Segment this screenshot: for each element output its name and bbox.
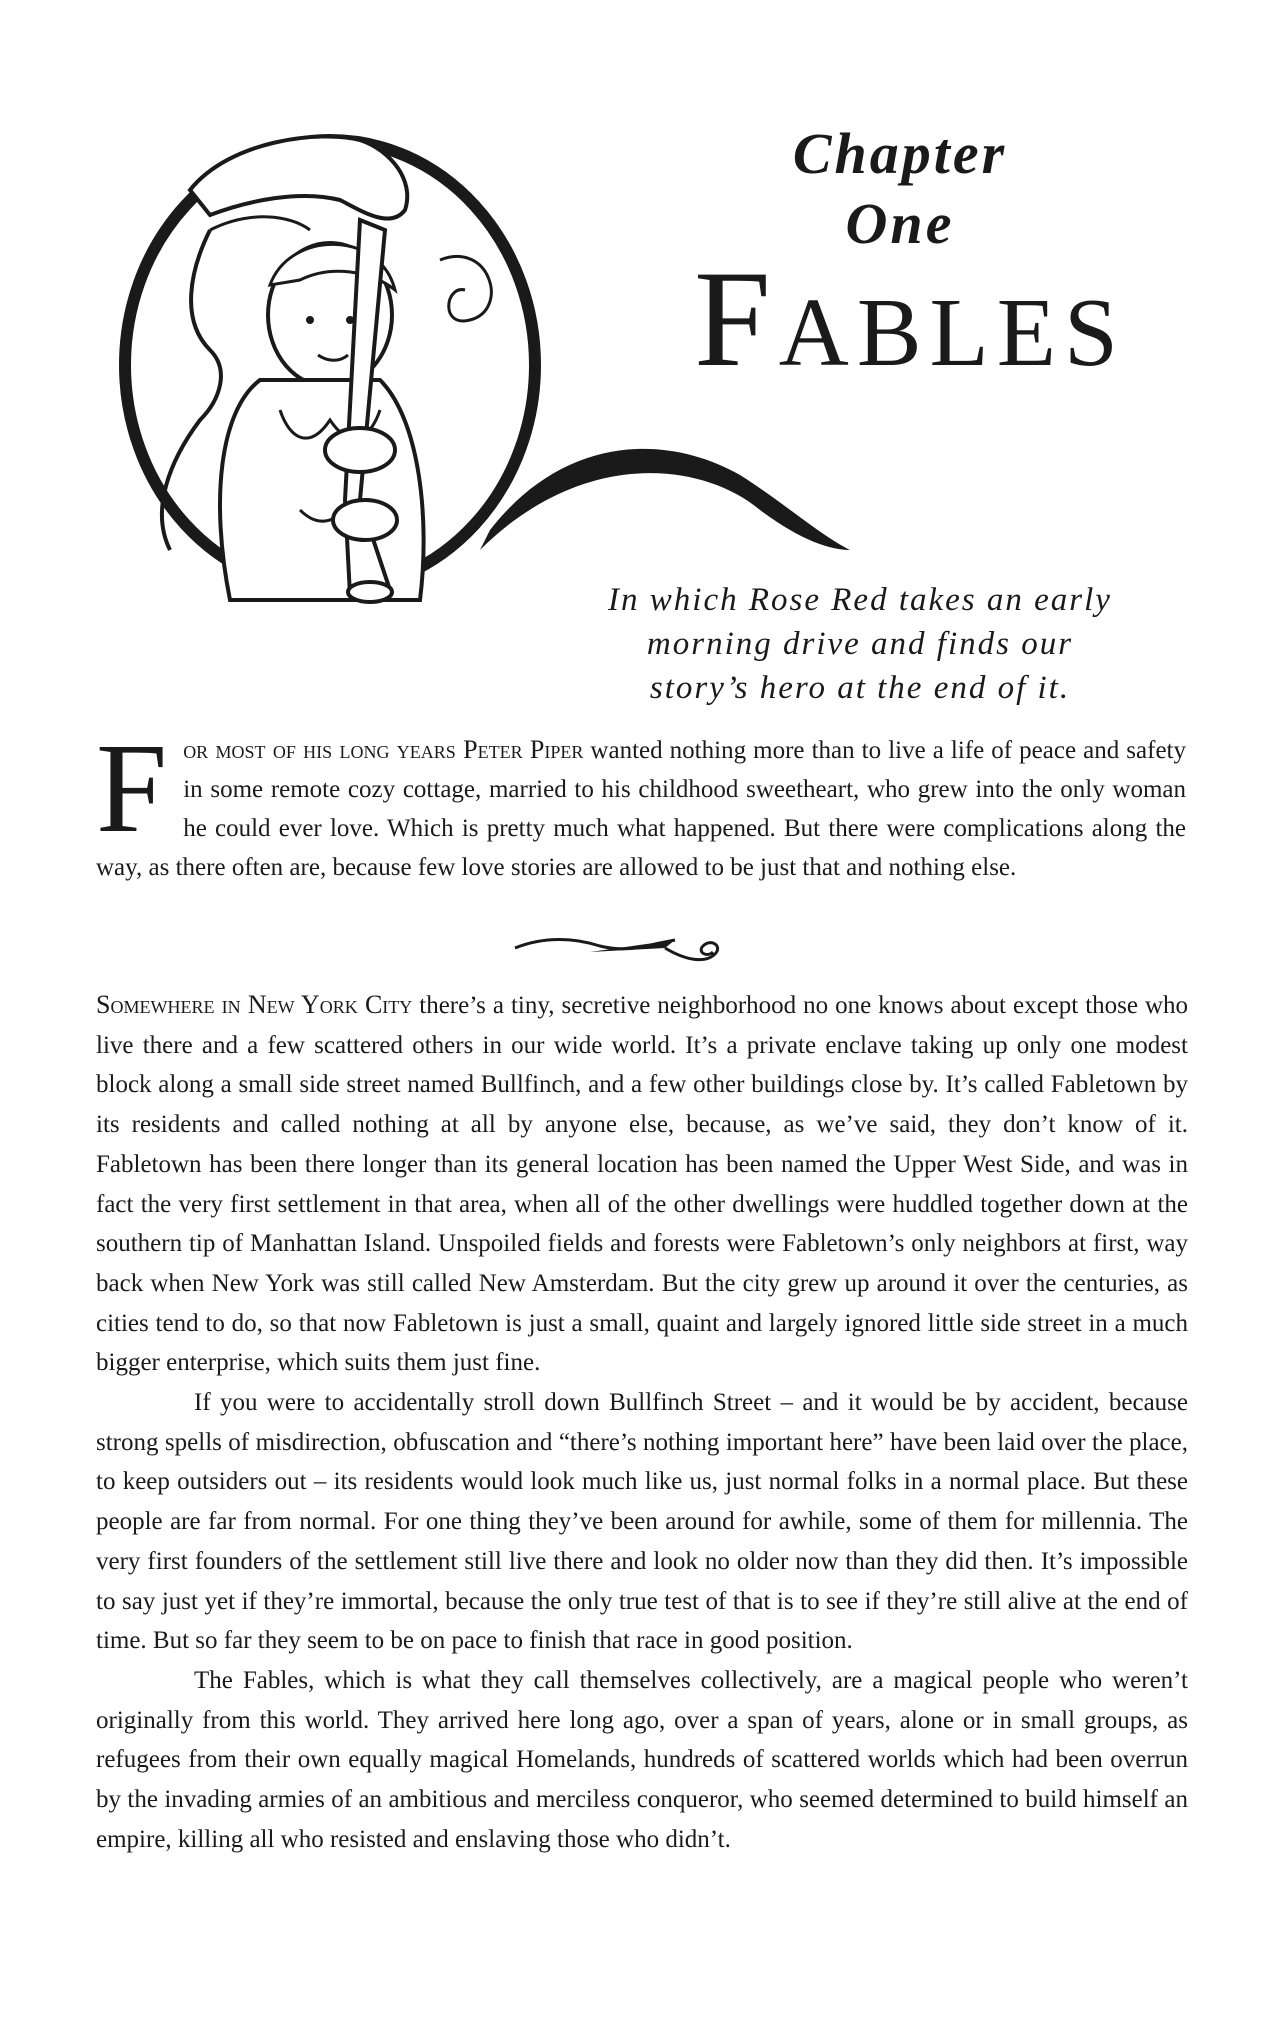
section-divider-ornament: [505, 930, 735, 978]
paragraph-text: there’s a tiny, secretive neighborhood no one knows about except those who live there and a few scattered others in our wide world. It’s a private enclave taking up only one modest block along a small side street named Bullfinch, and a few other buildings close by. It’s called Fabletown by its residents and called nothing at all by anyone else, because, as we’ve said, they don’t know of it. Fabletown has been there longer than its general location has been named the Upper West Side, and was in fact the very first settlement in that area, when all of the other dwellings were huddled together down at the southern tip of Manhattan Island. Unspoiled fields and forests were Fabletown’s only neighbors at first, way back when New York was still called New Amsterdam. But the city grew up around it over the centuries, as cities tend to do, so that now Fabletown is just a small, quaint and largely ignored little side street in a much bigger enterprise, which suits them just fine.: [96, 992, 1189, 1377]
hand-drawing: [190, 137, 407, 219]
drop-cap: F: [96, 717, 168, 859]
intro-text: wanted nothing more than to live a life of peace and safety in some remote cozy cottage, married to his childhood sweetheart, who grew into the only woman he could ever love. Which is pretty much what happened. But there were complications along the way, as there often are, because few love stories are allowed to be just that and nothing else.: [96, 737, 1186, 881]
subtitle-line: morning drive and finds our: [646, 626, 1074, 662]
chapter-number: One: [845, 191, 955, 256]
body-paragraph: The Fables, which is what they call themselves collectively, are a magical people who weren’t originally from this world. They arrived here long ago, over a span of years, alone or in small groups, as refugees from their own equally magical Homelands, hundreds of scattered worlds which had been overrun by the invading armies of an ambitious and merciless conqueror, who seemed determined to build himself an empire, killing all who resisted and enslaving those who didn’t.: [96, 1666, 1188, 1853]
intro-smallcaps: or most of his long years Peter Piper: [183, 735, 584, 764]
body-paragraph: [96, 985, 1188, 1383]
child-body: [220, 380, 424, 600]
body-text: [96, 985, 1188, 1859]
subtitle-line: In which Rose Red takes an early: [608, 582, 1112, 618]
chapter-title: Fables: [694, 242, 1126, 395]
chapter-subtitle: [560, 578, 1160, 710]
paragraph-smallcaps: Somewhere in New York City: [96, 990, 413, 1019]
body-paragraph: If you were to accidentally stroll down Bullfinch Street – and it would be by accident, because strong spells of misdirection, obfuscation and “there’s nothing important here” have been laid over the place, to keep outsiders out – its residents would look much like us, just normal folks in a normal place. But these people are far from normal. For one thing they’ve been around for awhile, some of them for millennia. The very first founders of the settlement still live there and look no older now than they did then. It’s impossible to say just yet if they’re immortal, because the only true test of that is to see if they’re still alive at the end of time. But so far they seem to be on pace to finish that race in good position.: [96, 1389, 1188, 1655]
swash-tail: [480, 449, 850, 550]
chapter-label: Chapter: [792, 121, 1008, 186]
intro-paragraph: [96, 717, 1186, 887]
subtitle-line: story’s hero at the end of it.: [649, 670, 1071, 706]
swirl-ornament: [440, 256, 491, 321]
